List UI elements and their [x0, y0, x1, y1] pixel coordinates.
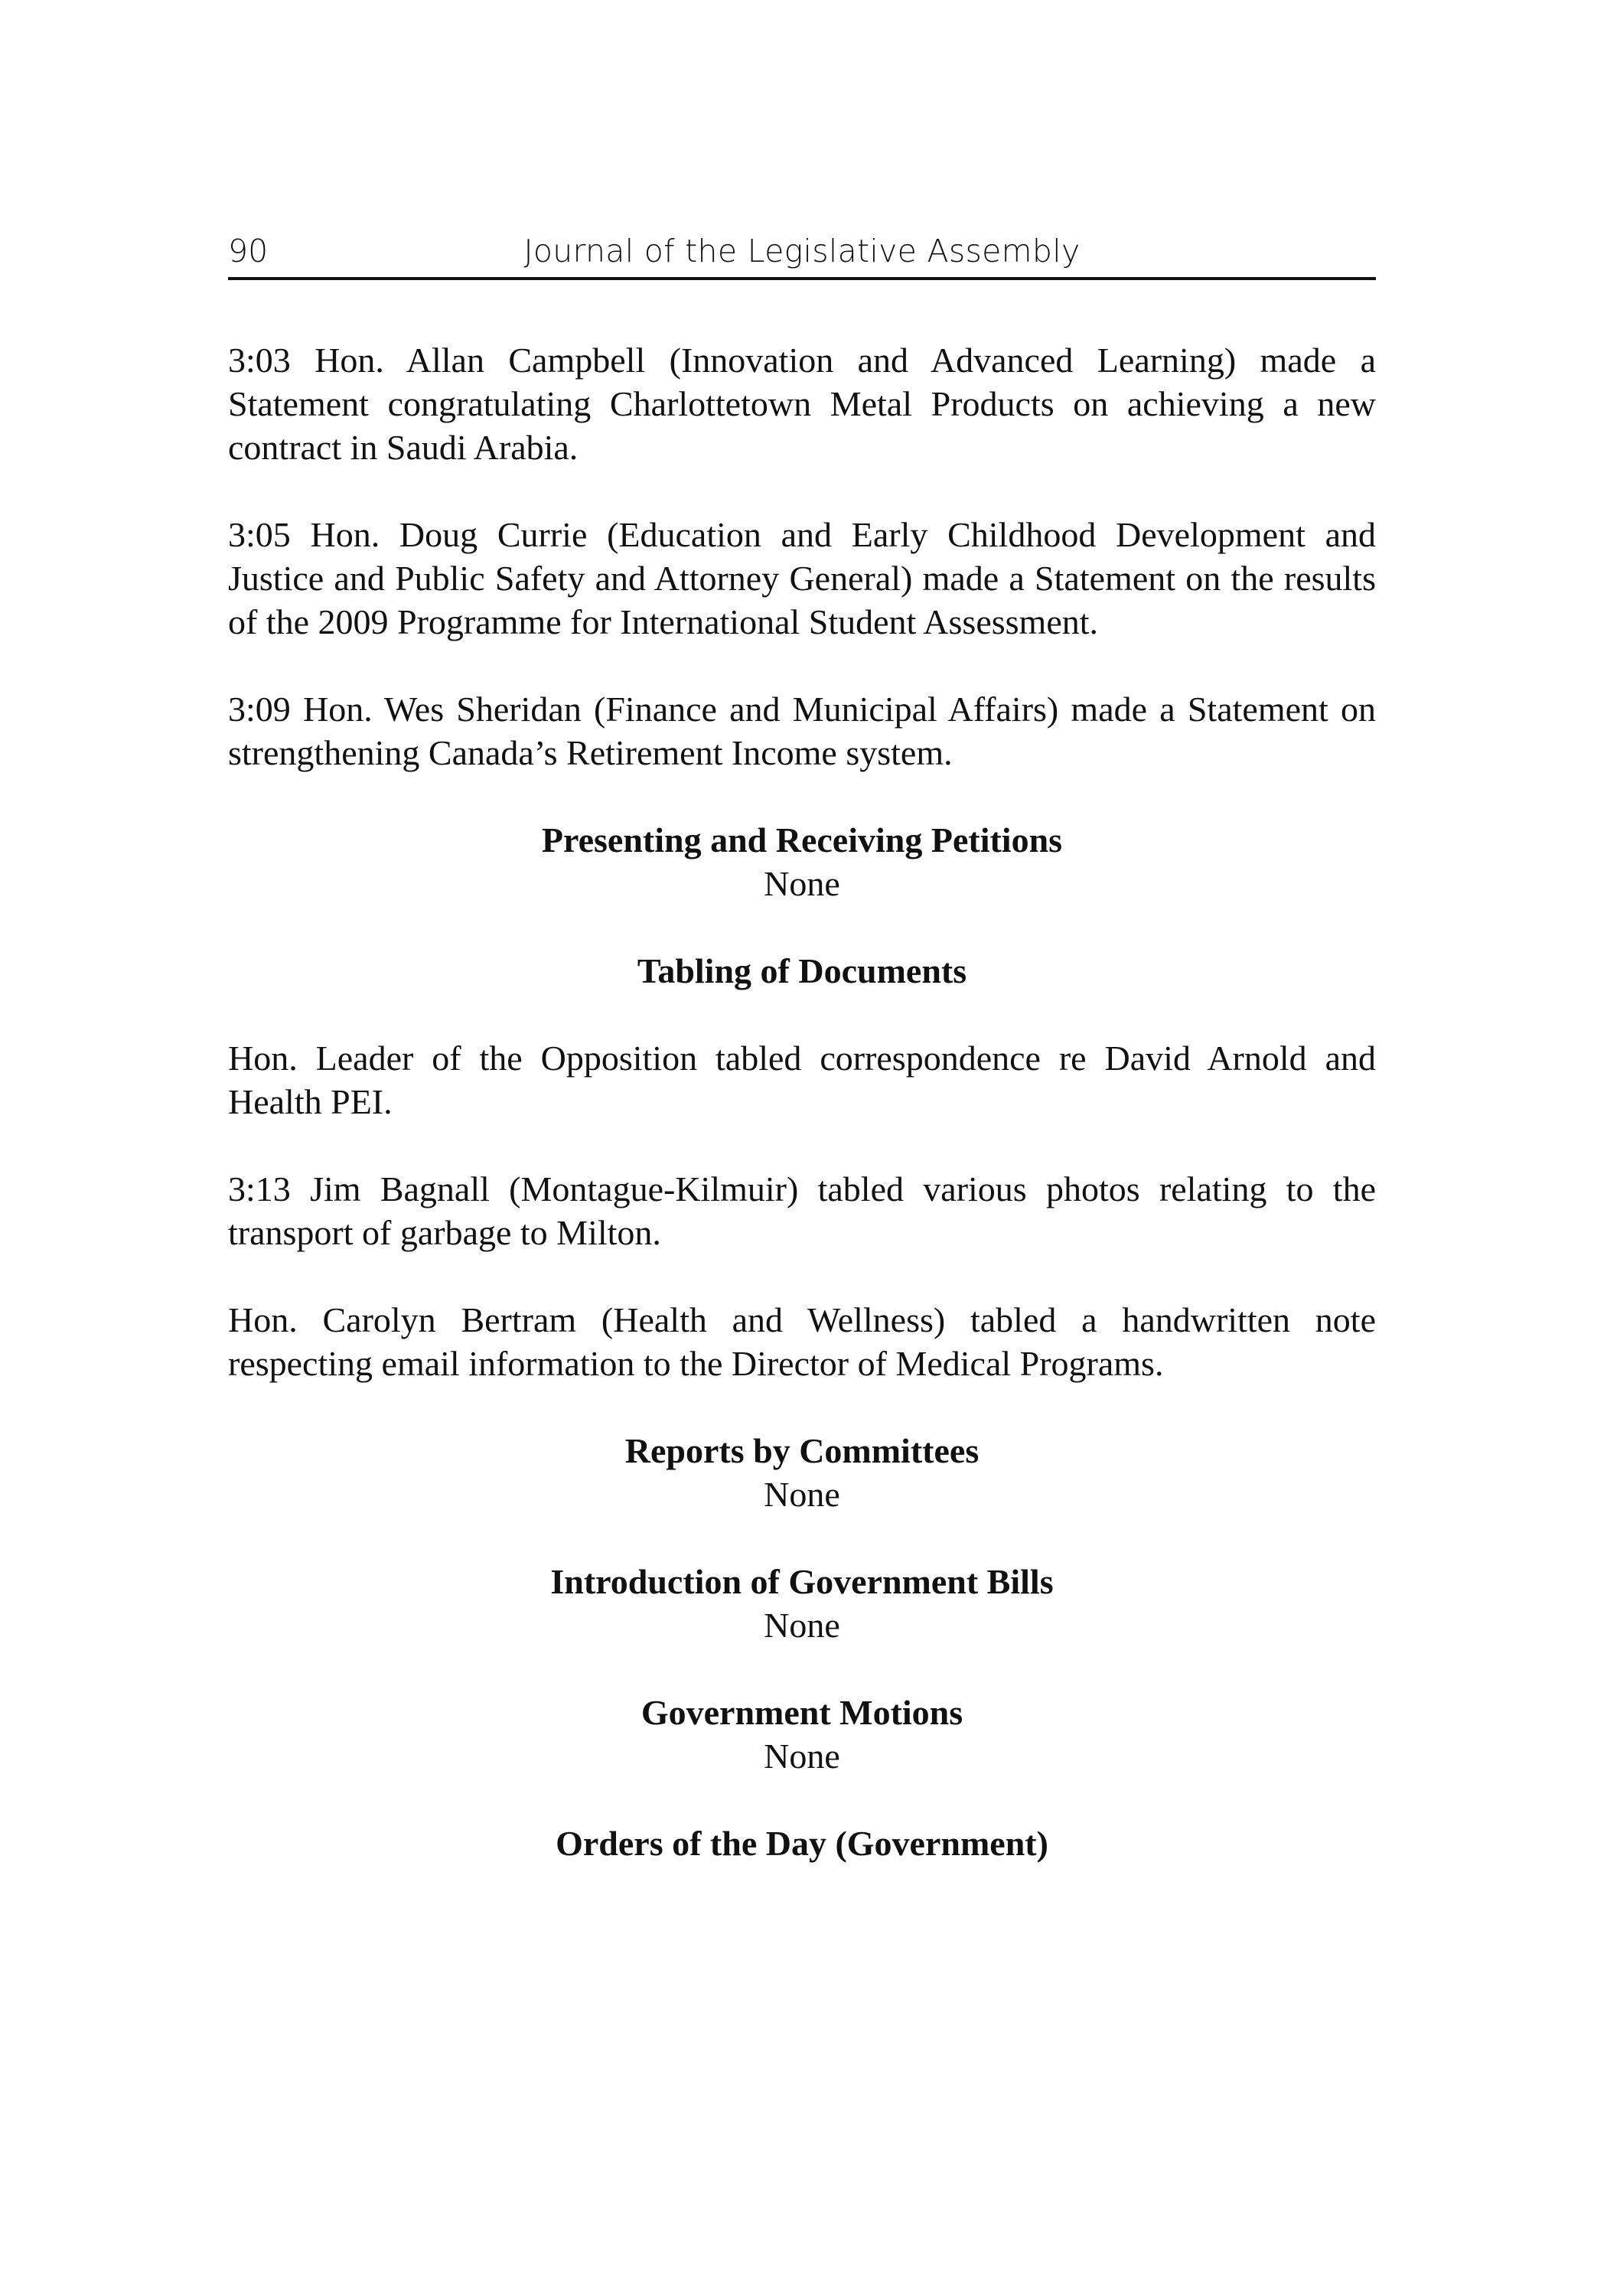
section-committees: [228, 1429, 1376, 1516]
section-petitions: [228, 818, 1376, 905]
section-government-bills: [228, 1560, 1376, 1647]
section-tabling: [228, 949, 1376, 993]
section-status-government-bills: None: [764, 1606, 840, 1645]
section-title-government-motions: Government Motions: [641, 1693, 963, 1732]
section-title-committees: Reports by Committees: [624, 1431, 980, 1470]
running-title: Journal of the Legislative Assembly: [523, 233, 1081, 269]
section-orders-of-the-day: [228, 1821, 1376, 1865]
tabling-bagnall: 3:13 Jim Bagnall (Montague-Kilmuir) tabled various photos relating to the transport of garbage to Milton.: [228, 1169, 1376, 1252]
section-title-tabling: Tabling of Documents: [637, 951, 967, 990]
page-body: [228, 338, 1376, 1909]
section-status-petitions: None: [764, 864, 840, 903]
section-title-orders-of-the-day: Orders of the Day (Government): [556, 1824, 1048, 1863]
tabling-opposition: Hon. Leader of the Opposition tabled correspondence re David Arnold and Health PEI.: [228, 1039, 1376, 1121]
section-title-government-bills: Introduction of Government Bills: [550, 1562, 1054, 1601]
section-status-committees: None: [764, 1475, 840, 1514]
section-government-motions: [228, 1691, 1376, 1778]
page-number: 90: [228, 233, 269, 269]
statement-currie: 3:05 Hon. Doug Currie (Education and Early Childhood Development and Justice and Public Safety and Attorney General) made a Statement on the results of the 2009 Programme for International Student Assessment.: [228, 515, 1376, 641]
tabling-bertram: Hon. Carolyn Bertram (Health and Wellness) tabled a handwritten note respecting email information to the Director of Medical Programs.: [228, 1300, 1376, 1383]
statement-sheridan: 3:09 Hon. Wes Sheridan (Finance and Municipal Affairs) made a Statement on strengthening Canada’s Retirement Income system.: [228, 690, 1376, 772]
statement-campbell: 3:03 Hon. Allan Campbell (Innovation and Advanced Learning) made a Statement congratulating Charlottetown Metal Products on achieving a new contract in Saudi Arabia.: [228, 341, 1376, 467]
section-status-government-motions: None: [764, 1737, 840, 1776]
section-title-petitions: Presenting and Receiving Petitions: [541, 820, 1063, 859]
page-header: [228, 230, 1376, 280]
